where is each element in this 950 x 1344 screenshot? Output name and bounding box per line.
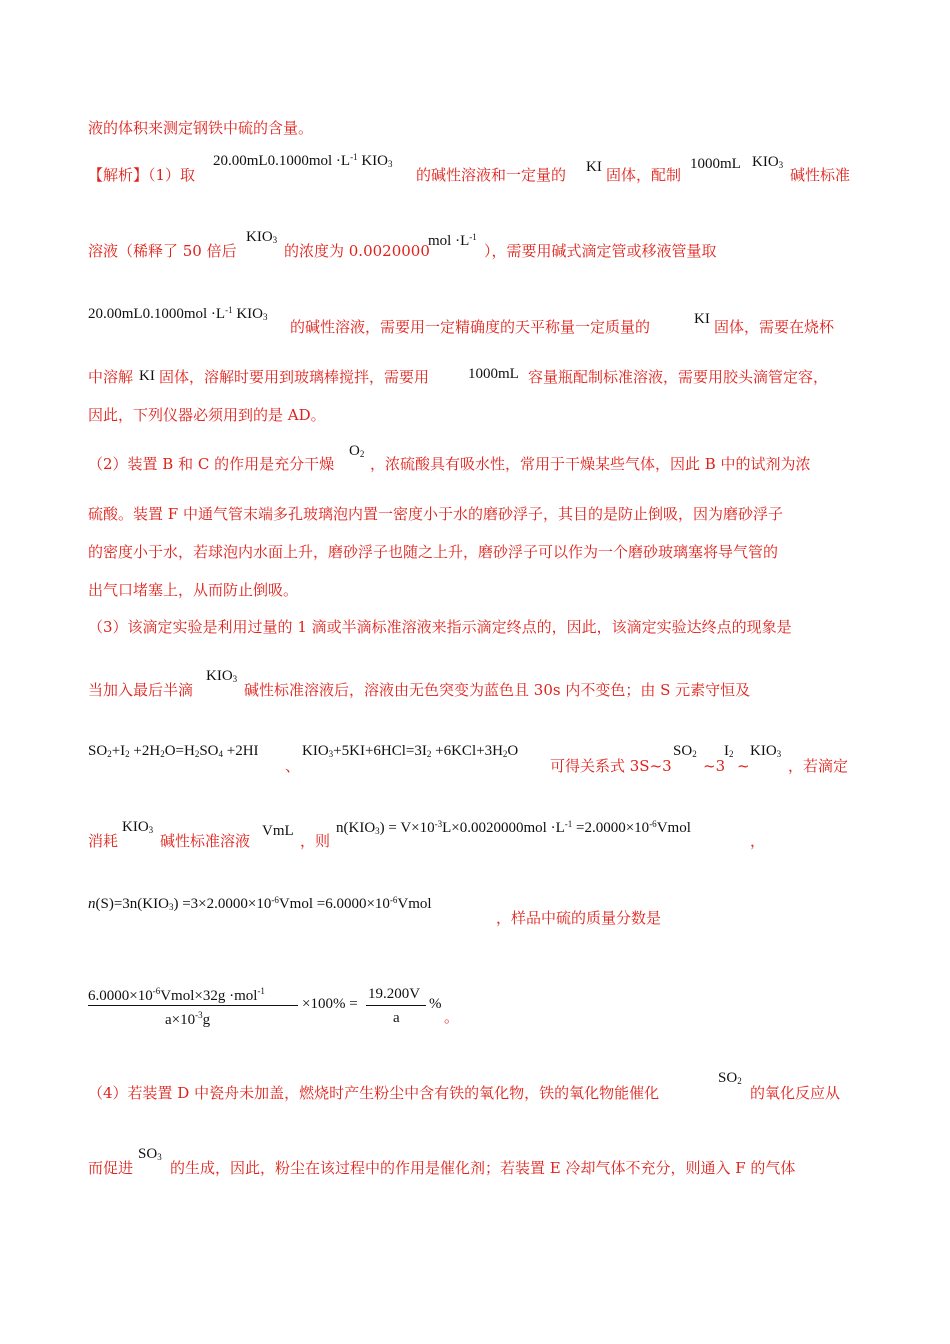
formula: % [429,996,442,1012]
formula: $KIO_3$ [206,668,238,684]
text-segment: 中溶解 [88,368,134,386]
text-segment: ， [750,832,766,850]
formula: KI [586,159,602,175]
text-segment: 碱性标准溶液后，溶液由无色突变为蓝色且 30s 内不变色；由 S 元素守恒及 [244,681,751,699]
analysis-tag: 【解析】 [88,166,149,184]
formula: $I_2$ [724,743,734,759]
text-line: 液的体积来测定钢铁中硫的含量。 [88,119,314,137]
fraction-numerator: 19.200V [368,986,421,1002]
text-segment: 固体，需要在烧杯 [714,318,835,336]
equation: $KIO_3+5KI+6HCl=3I_2 +6KCl+3H_2O$ [302,743,519,759]
text-segment: 消耗 [88,832,119,850]
text-line: 出气口堵塞上，从而防止倒吸。 [88,581,299,599]
formula: 1000mL [690,156,741,172]
text-segment: 固体，配制 [606,166,682,184]
formula: $KIO_3$ [752,154,784,170]
text-segment: （4）若装置 D 中瓷舟未加盖，燃烧时产生粉尘中含有铁的氧化物，铁的氧化物能催化 [88,1084,660,1102]
text-segment: 而促进 [88,1159,134,1177]
formula: ×100% = [302,996,358,1012]
analysis-line: 【解析】（1）取 [88,166,196,184]
text-segment: ~3 [703,757,726,775]
formula: $20.00mL0.1000mol \cdot L^{-1}$ $KIO_3$ [88,305,268,322]
text-segment: ，若滴定 [788,757,849,775]
formula: $SO_2$ [718,1070,742,1086]
text-segment: 当加入最后半滴 [88,681,194,699]
text-segment: ，浓硫酸具有吸水性，常用于干燥某些气体，因此 B 中的试剂为浓 [370,455,811,473]
text-segment: 的碱性溶液和一定量的 [416,166,567,184]
formula: $O_2$ [349,443,365,459]
text-segment: 的生成，因此，粉尘在该过程中的作用是催化剂；若装置 E 冷却气体不充分，则通入 F 的气体 [170,1159,796,1177]
text-line: （3）该滴定实验是利用过量的 1 滴或半滴标准溶液来指示滴定终点的，因此，该滴定实验达终点的现象是 [88,618,792,636]
formula: KI [139,368,155,384]
formula: $KIO_3$ [246,229,278,245]
text-segment: 、 [285,757,301,775]
text-segment: ），需要用碱式滴定管或移液管量取 [484,242,717,260]
text-segment: 的氧化反应从 [750,1084,841,1102]
text-segment: ，则 [300,832,331,850]
fraction-bar [366,1005,426,1006]
text-segment: ~ [737,757,750,775]
fraction-numerator: $6.0000\times 10^{-6}Vmol\times 32g \cdot mol^{-1}$ [88,986,265,1004]
text-segment: 碱性标准 [790,166,851,184]
formula: 1000mL [468,366,519,382]
formula: $SO_2$ [673,743,697,759]
formula: KI [694,311,710,327]
text-segment: 碱性标准溶液 [160,832,251,850]
fraction-denominator: $a\times 10^{-3}g$ [165,1010,211,1028]
formula: $20.00mL0.1000mol \cdot L^{-1}$ $KIO_3$ [213,152,393,169]
text-line: 的密度小于水，若球泡内水面上升，磨砂浮子也随之上升，磨砂浮子可以作为一个磨砂玻璃塞将导气管的 [88,543,779,561]
text-segment: 固体，溶解时要用到玻璃棒搅拌，需要用 [159,368,430,386]
formula: $KIO_3$ [750,743,782,759]
formula: $KIO_3$ [122,819,154,835]
text-segment: ，样品中硫的质量分数是 [496,909,662,927]
fraction-denominator: a [393,1010,400,1026]
text-segment: 容量瓶配制标准溶液，需要用胶头滴管定容， [528,368,829,386]
text-segment: 。 [444,1008,460,1026]
text-segment: 的浓度为 0.0020000 [284,242,430,260]
text-segment: （2）装置 B 和 C 的作用是充分干燥 [88,455,335,473]
formula: VmL [262,823,294,839]
text-segment: 的碱性溶液，需要用一定精确度的天平称量一定质量的 [290,318,651,336]
formula: $SO_3$ [138,1146,162,1162]
formula: mol $\cdot L^{-1}$ [428,232,477,249]
equation: $SO_2+I_2 +2H_2O=H_2SO_4 +2HI$ [88,743,259,759]
text-line: 因此，下列仪器必须用到的是 AD。 [88,406,326,424]
equation: $n(S)=3n(KIO_3)$ $=3\times 2.0000\times 10^{-6}Vmol$ $=6.0000\times 10^{-6}Vmol$ [88,895,432,912]
equation: $n(KIO_3) = V\times 10^{-3}L\times 0.0020000mol \cdot L^{-1}$ $=2.0000\times 10^{-6}Vmol$ [336,819,691,836]
text-line: 硫酸。装置 F 中通气管末端多孔玻璃泡内置一密度小于水的磨砂浮子，其目的是防止倒吸，因为磨砂浮子 [88,505,783,523]
text-segment: 可得关系式 3S~3 [550,757,672,775]
text-segment: 溶液（稀释了 50 倍后 [88,242,237,260]
fraction-bar [88,1005,298,1006]
